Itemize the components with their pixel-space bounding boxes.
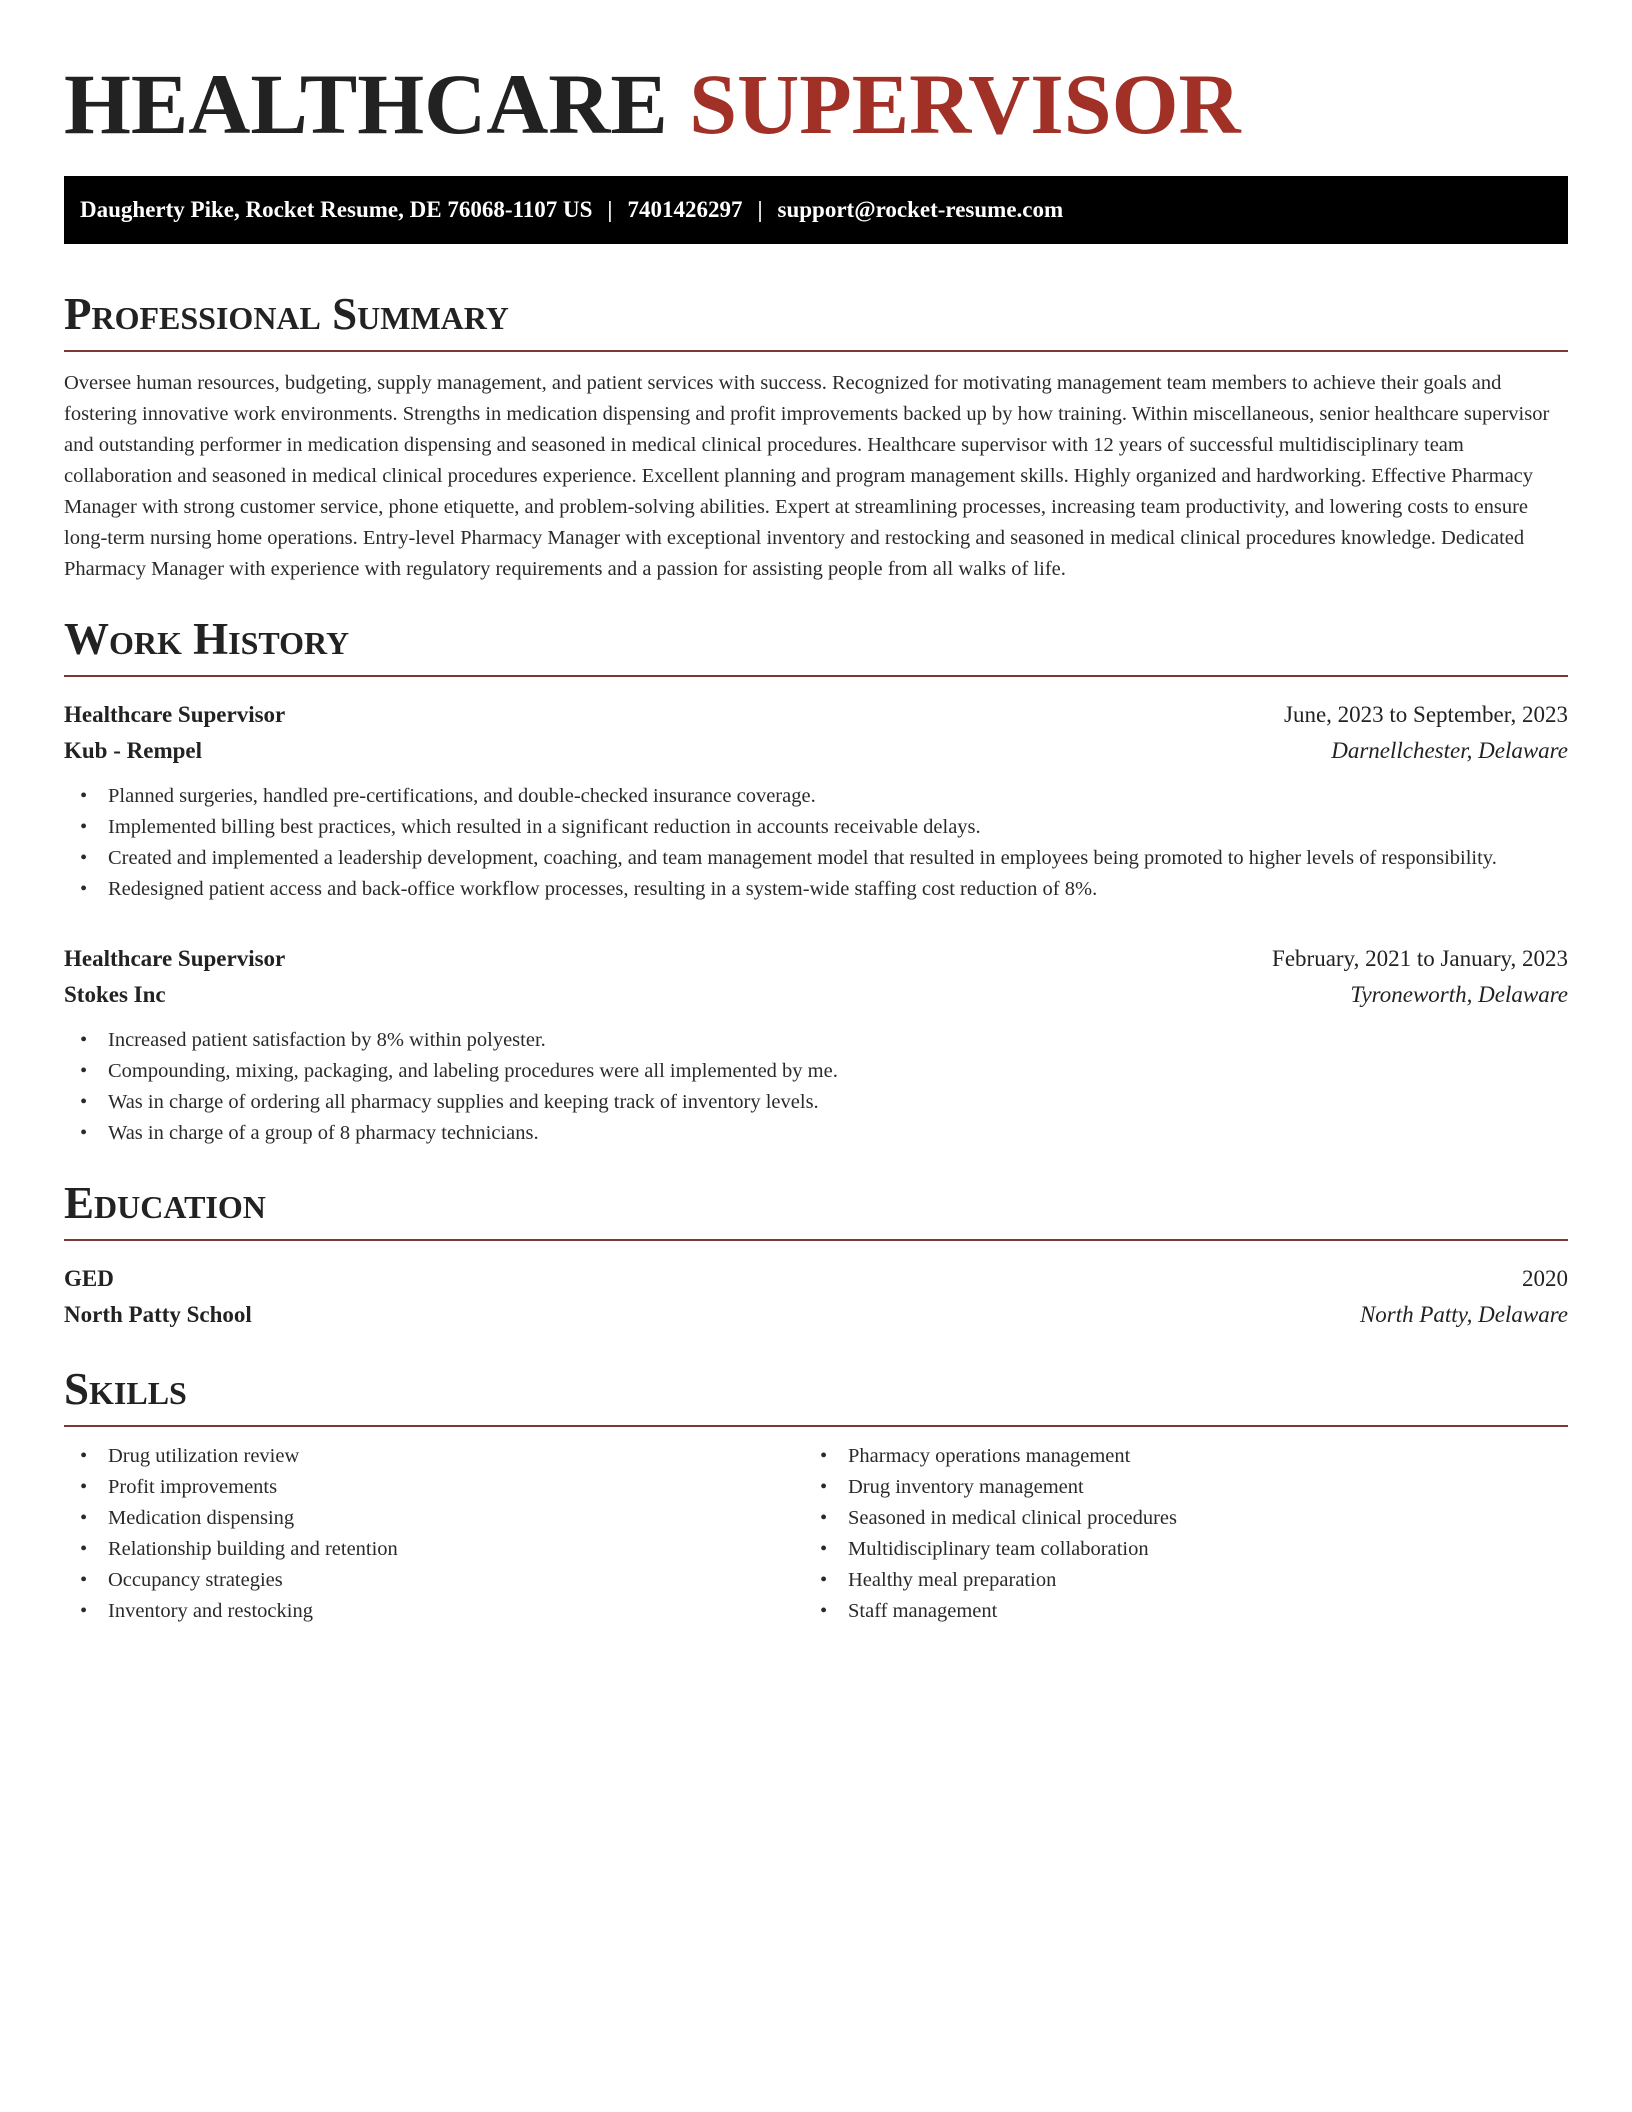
education-location: North Patty, Delaware <box>1359 1302 1568 1327</box>
job-company: Stokes Inc <box>64 982 166 1007</box>
education-year: 2020 <box>1522 1266 1568 1291</box>
resume-page <box>64 56 1568 1627</box>
skill-item: • Occupancy strategies <box>80 1565 804 1596</box>
contact-separator: | <box>757 197 763 222</box>
job-bullet: • Redesigned patient access and back-office workflow processes, resulting in a system-wide staffing cost reduction of 8%. <box>80 874 1568 905</box>
summary-heading: Professional Summary <box>64 288 1568 352</box>
skills-column-right <box>804 1441 1544 1627</box>
job-title-row <box>64 941 1568 977</box>
job-location: Tyroneworth, Delaware <box>1350 982 1568 1007</box>
title-main: HEALTHCARE <box>64 56 668 152</box>
job-company-row <box>64 733 1568 769</box>
skill-item: • Relationship building and retention <box>80 1534 804 1565</box>
summary-text: Oversee human resources, budgeting, supply management, and patient services with success. Recognized for motivating management team members to achieve their goals and fostering innovative work environments. Strengths in medication dispensing and profit improvements backed up by how training. Within miscellaneous, senior healthcare supervisor and outstanding performer in medication dispensing and seasoned in medical clinical procedures. Healthcare supervisor with 12 years of successful multidisciplinary team collaboration and seasoned in medical clinical procedures experience. Excellent planning and program management skills. Highly organized and hardworking. Effective Pharmacy Manager with strong customer service, phone etiquette, and problem-solving abilities. Expert at streamlining processes, increasing team productivity, and lowering costs to ensure long-term nursing home operations. Entry-level Pharmacy Manager with exceptional inventory and restocking and seasoned in medical clinical procedures knowledge. Dedicated Pharmacy Manager with experience with regulatory requirements and a passion for assisting people from all walks of life. <box>64 372 1550 580</box>
resume-title <box>64 56 1568 152</box>
skill-item: • Profit improvements <box>80 1472 804 1503</box>
job-title: Healthcare Supervisor <box>64 702 286 727</box>
job-company-row <box>64 977 1568 1013</box>
skills-bullets <box>64 1441 804 1627</box>
skills-list <box>64 1441 1568 1627</box>
skill-item: • Seasoned in medical clinical procedures <box>820 1503 1544 1534</box>
education-degree: GED <box>64 1266 114 1291</box>
education-entry <box>64 1261 1568 1333</box>
job-location: Darnellchester, Delaware <box>1331 738 1568 763</box>
job-dates: February, 2021 to January, 2023 <box>1272 946 1568 971</box>
skills-bullets <box>804 1441 1544 1627</box>
contact-phone[interactable]: 7401426297 <box>627 197 743 222</box>
skills-heading: Skills <box>64 1363 1568 1427</box>
job-entry <box>64 941 1568 1149</box>
job-dates: June, 2023 to September, 2023 <box>1284 702 1568 727</box>
job-bullet: • Increased patient satisfaction by 8% within polyester. <box>80 1025 1568 1056</box>
skill-item: • Pharmacy operations management <box>820 1441 1544 1472</box>
title-accent: SUPERVISOR <box>689 56 1241 152</box>
contact-bar <box>64 176 1568 244</box>
job-title: Healthcare Supervisor <box>64 946 286 971</box>
job-bullet: • Planned surgeries, handled pre-certifications, and double-checked insurance coverage. <box>80 781 1568 812</box>
skill-item: • Drug utilization review <box>80 1441 804 1472</box>
education-school: North Patty School <box>64 1302 252 1327</box>
job-title-row <box>64 697 1568 733</box>
education-school-row <box>64 1297 1568 1333</box>
job-bullets <box>64 1025 1568 1149</box>
skill-item: • Drug inventory management <box>820 1472 1544 1503</box>
job-bullet: • Created and implemented a leadership development, coaching, and team management model that resulted in employees being promoted to higher levels of responsibility. <box>80 843 1568 874</box>
education-degree-row <box>64 1261 1568 1297</box>
skill-item: • Medication dispensing <box>80 1503 804 1534</box>
contact-separator: | <box>607 197 613 222</box>
job-bullet: • Compounding, mixing, packaging, and labeling procedures were all implemented by me. <box>80 1056 1568 1087</box>
skill-item: • Multidisciplinary team collaboration <box>820 1534 1544 1565</box>
contact-address: Daugherty Pike, Rocket Resume, DE 76068-1107 US <box>80 197 593 222</box>
skill-item: • Inventory and restocking <box>80 1596 804 1627</box>
education-heading: Education <box>64 1177 1568 1241</box>
skill-item: • Healthy meal preparation <box>820 1565 1544 1596</box>
skills-column-left <box>64 1441 804 1627</box>
job-entry <box>64 697 1568 905</box>
contact-email[interactable]: support@rocket-resume.com <box>777 197 1064 222</box>
job-company: Kub - Rempel <box>64 738 202 763</box>
job-bullet: • Was in charge of ordering all pharmacy supplies and keeping track of inventory levels. <box>80 1087 1568 1118</box>
job-bullets <box>64 781 1568 905</box>
work-history-heading: Work History <box>64 613 1568 677</box>
job-bullet: • Implemented billing best practices, which resulted in a significant reduction in accounts receivable delays. <box>80 812 1568 843</box>
job-bullet: • Was in charge of a group of 8 pharmacy technicians. <box>80 1118 1568 1149</box>
skill-item: • Staff management <box>820 1596 1544 1627</box>
